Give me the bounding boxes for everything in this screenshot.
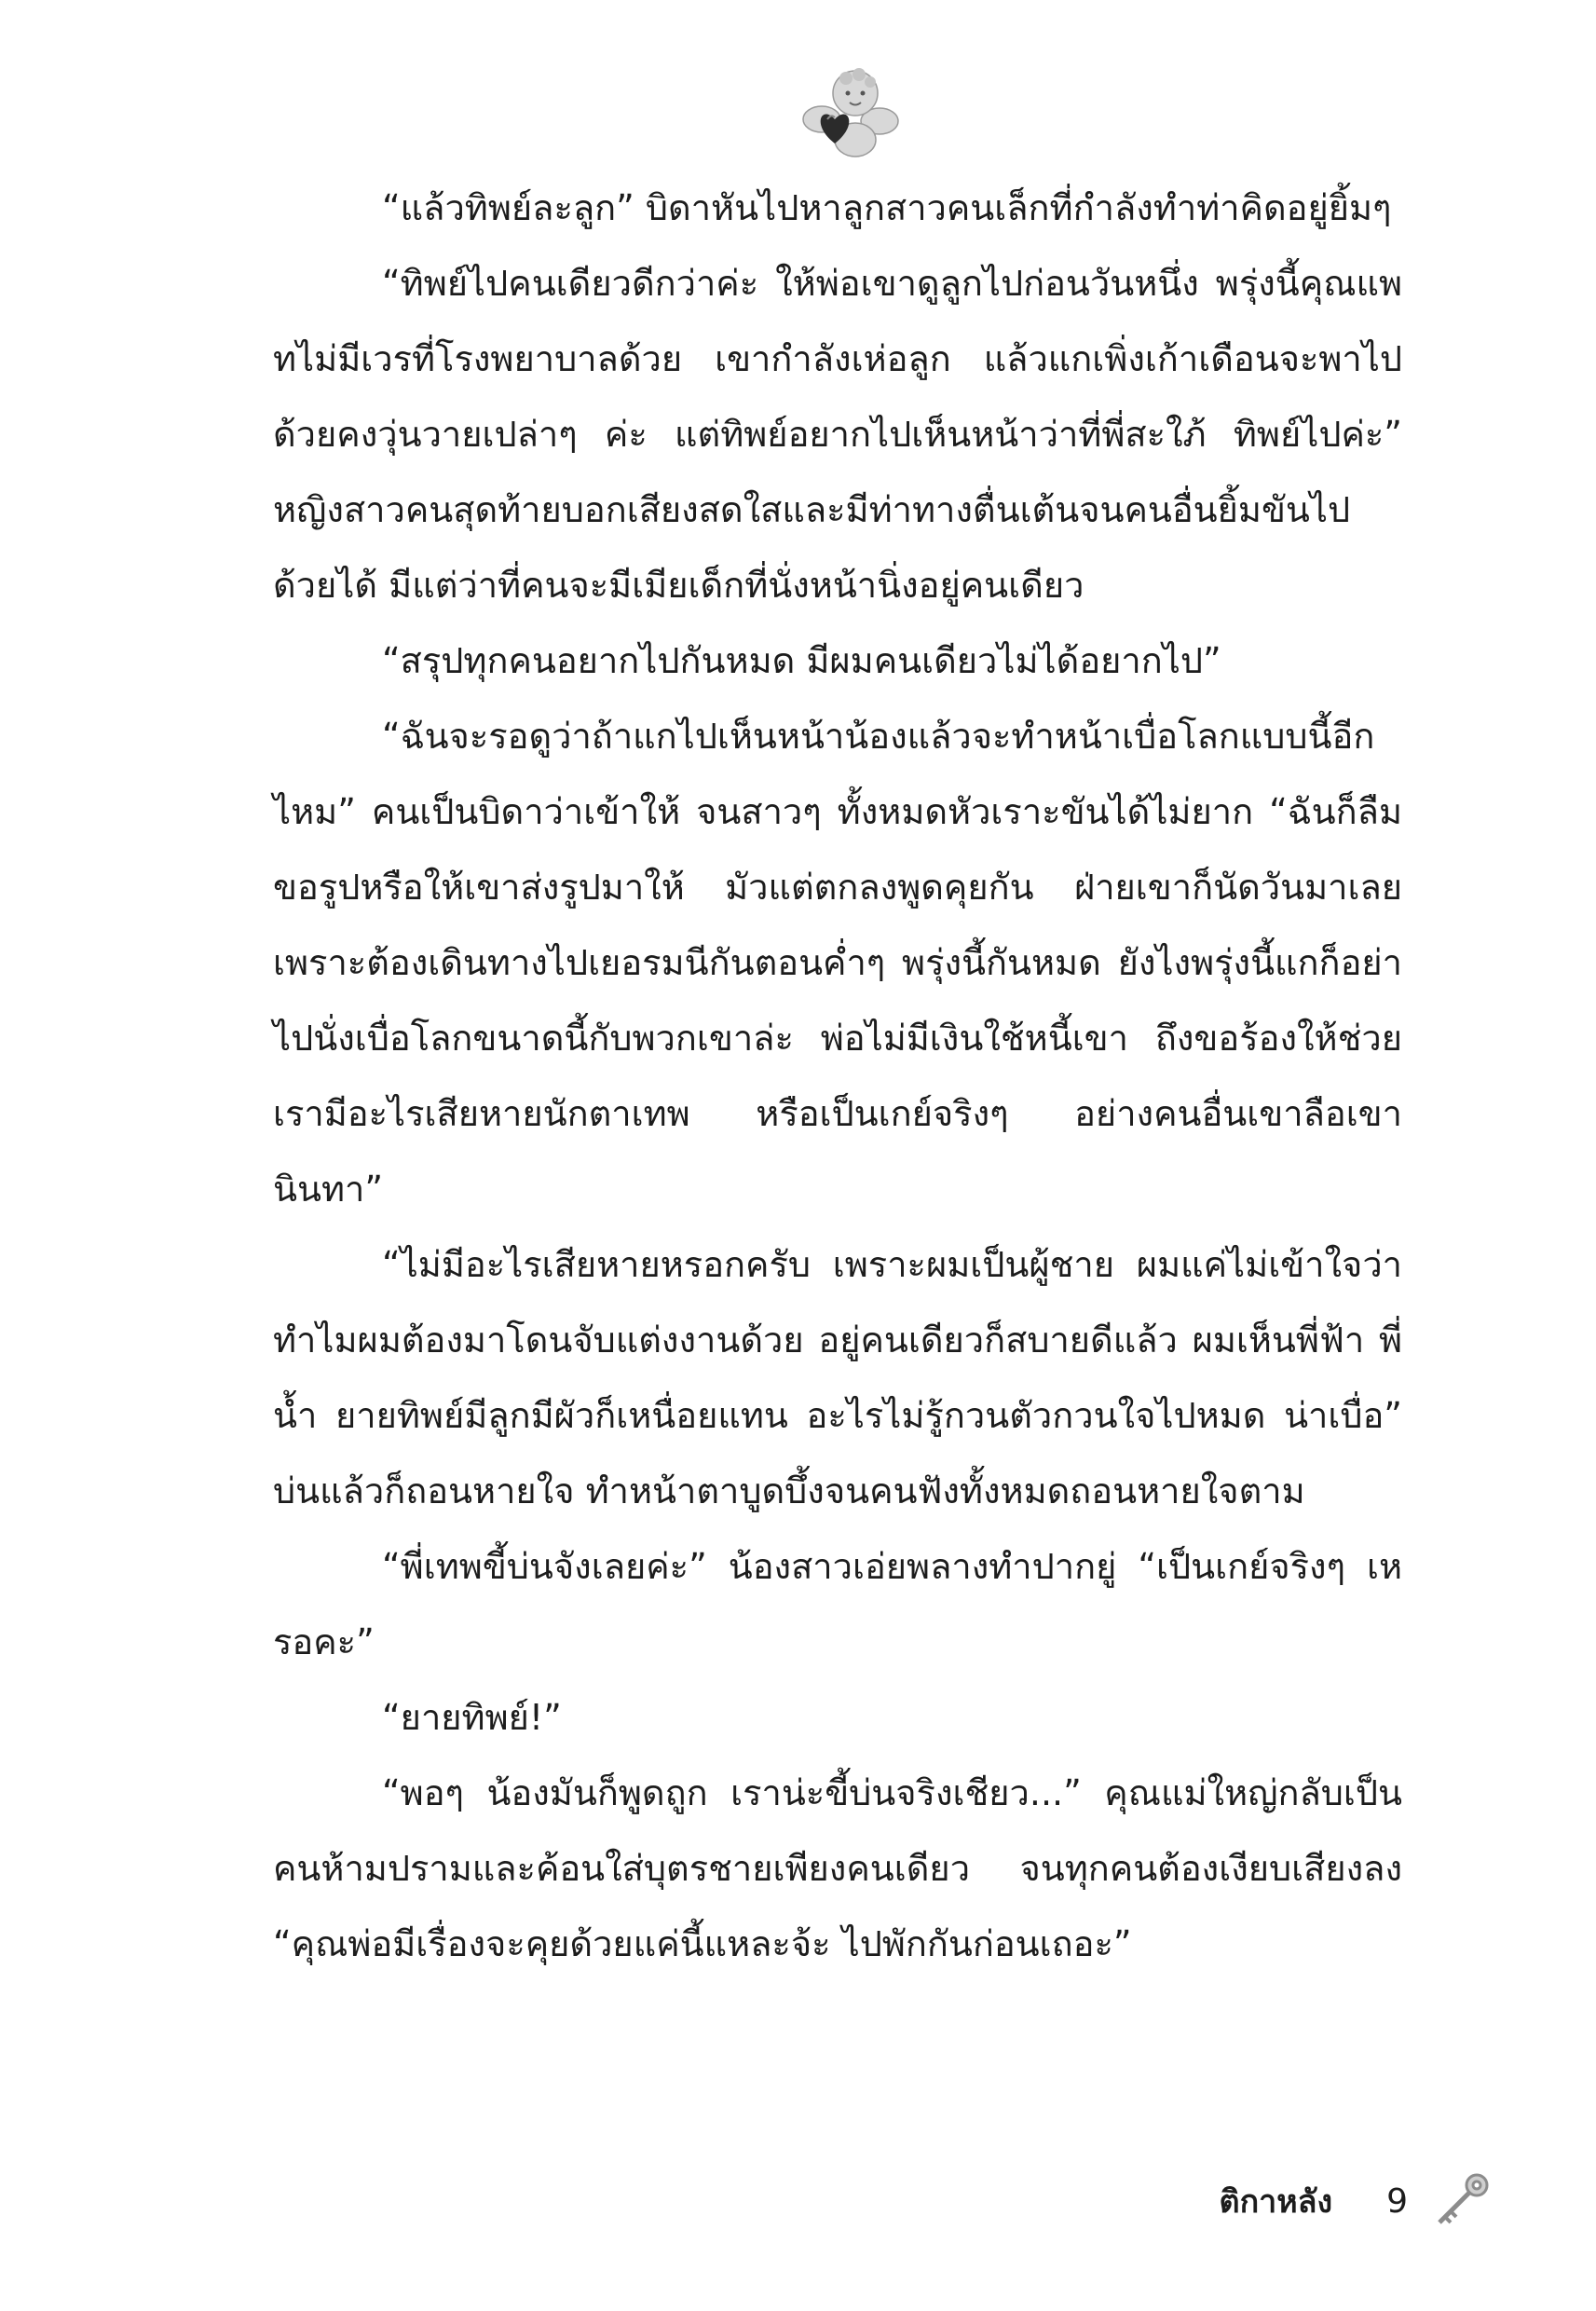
paragraph: “พอๆ น้องมันก็พูดถูก เราน่ะขี้บ่นจริงเชียว...” คุณแม่ใหญ่กลับเป็นคนห้ามปรามและค้อนใส่บุตรชายเพียงคนเดียว จนทุกคนต้องเงียบเสียงลง “คุณพ่อมีเรื่องจะคุยด้วยแค่นี้แหละจ้ะ ไปพักกันก่อนเถอะ” [273,1772,1402,1964]
paragraph: “แล้วทิพย์ละลูก” บิดาหันไปหาลูกสาวคนเล็กที่กำลังทำท่าคิดอยู่ยิ้มๆ [382,187,1392,228]
cherub-holding-heart-icon [794,54,906,166]
paragraph: “ทิพย์ไปคนเดียวดีกว่าค่ะ ให้พ่อเขาดูลูกไปก่อนวันหนึ่ง พรุ่งนี้คุณแพทไม่มีเวรที่โรงพยาบาลด้วย เขากำลังเห่อลูก แล้วแกเพิ่งเก้าเดือนจะพาไปด้วยคงวุ่นวายเปล่าๆ ค่ะ แต่ทิพย์อยากไปเห็นหน้าว่าที่พี่สะใภ้ ทิพย์ไปค่ะ” หญิงสาวคนสุดท้ายบอกเสียงสดใสและมีท่าทางตื่นเต้นจนคนอื่นยิ้มขันไปด้วยได้ มีแต่ว่าที่คนจะมีเมียเด็กที่นั่งหน้านิ่งอยู่คนเดียว [273,263,1402,606]
story-text [273,171,1402,1982]
book-title: ติกาหลัง [1219,2183,1333,2221]
key-icon [1428,2168,1494,2234]
paragraph: “ไม่มีอะไรเสียหายหรอกครับ เพราะผมเป็นผู้ชาย ผมแค่ไม่เข้าใจว่าทำไมผมต้องมาโดนจับแต่งงานด้วย อยู่คนเดียวก็สบายดีแล้ว ผมเห็นพี่ฟ้า พี่น้ำ ยายทิพย์มีลูกมีผัวก็เหนื่อยแทน อะไรไม่รู้กวนตัวกวนใจไปหมด น่าเบื่อ” บ่นแล้วก็ถอนหายใจ ทำหน้าตาบูดบึ้งจนคนฟังทั้งหมดถอนหายใจตาม [273,1244,1402,1511]
page-number: 9 [1386,2181,1408,2221]
page-footer [1219,2164,1494,2238]
paragraph: “ยายทิพย์!” [382,1697,562,1738]
paragraph: “พี่เทพขี้บ่นจังเลยค่ะ” น้องสาวเอ่ยพลางทำปากยู่ “เป็นเกย์จริงๆ เหรอคะ” [273,1546,1402,1662]
paragraph: “สรุปทุกคนอยากไปกันหมด มีผมคนเดียวไม่ได้อยากไป” [382,640,1221,681]
paragraph: “ฉันจะรอดูว่าถ้าแกไปเห็นหน้าน้องแล้วจะทำหน้าเบื่อโลกแบบนี้อีกไหม” คนเป็นบิดาว่าเข้าให้ จนสาวๆ ทั้งหมดหัวเราะขันได้ไม่ยาก “ฉันก็ลืมขอรูปหรือให้เขาส่งรูปมาให้ มัวแต่ตกลงพูดคุยกัน ฝ่ายเขาก็นัดวันมาเลย เพราะต้องเดินทางไปเยอรมนีกันตอนค่ำๆ พรุ่งนี้กันหมด ยังไงพรุ่งนี้แกก็อย่าไปนั่งเบื่อโลกขนาดนี้กับพวกเขาล่ะ พ่อไม่มีเงินใช้หนี้เขา ถึงขอร้องให้ช่วย เรามีอะไรเสียหายนักตาเทพ หรือเป็นเกย์จริงๆ อย่างคนอื่นเขาลือเขานินทา” [273,716,1402,1210]
